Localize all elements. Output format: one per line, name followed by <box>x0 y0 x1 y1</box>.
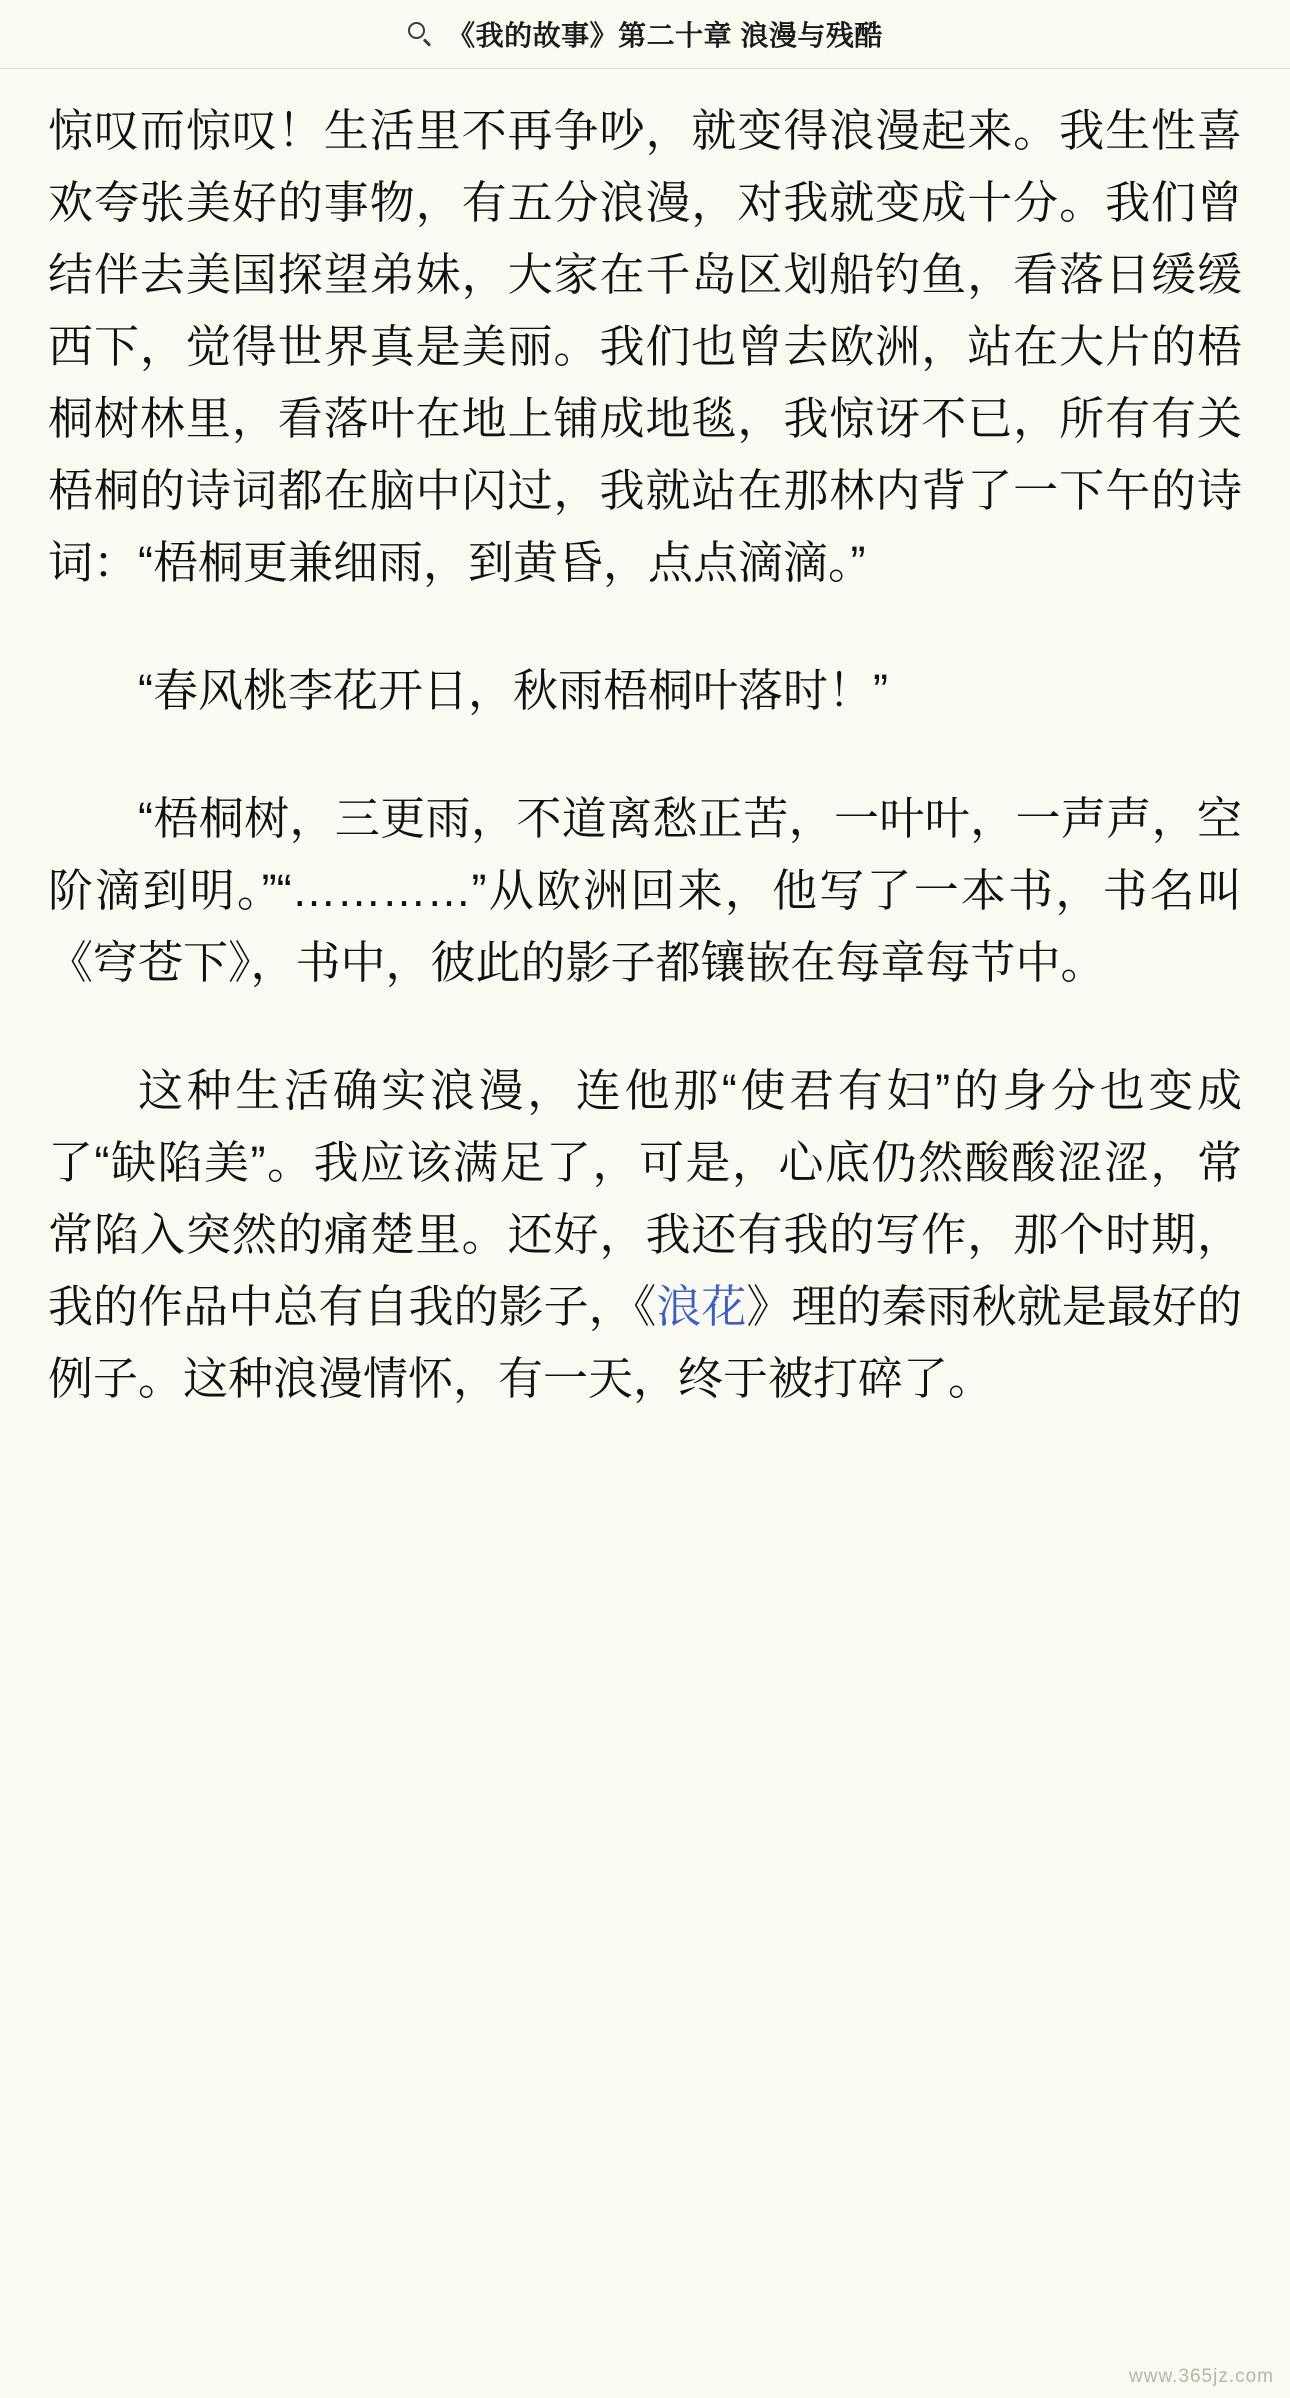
paragraph-text-part2: 》理的秦雨秋就是最好的例子。这种浪漫情怀，有一天，终于被打碎了。 <box>48 1281 1242 1404</box>
page-title: 《我的故事》第二十章 浪漫与残酷 <box>447 20 883 51</box>
paragraph-with-link <box>48 1055 1242 1415</box>
app-header <box>0 0 1290 69</box>
article-body <box>0 69 1290 1415</box>
search-icon[interactable] <box>407 21 433 47</box>
paragraph-text-part1: 这种生活确实浪漫，连他那“使君有妇”的身分也变成了“缺陷美”。我应该满足了，可是，心底仍然酸酸涩涩，常常陷入突然的痛楚里。还好，我还有我的写作，那个时期，我的作品中总有自我的影子，《 <box>48 1065 1242 1332</box>
book-link[interactable]: 浪花 <box>656 1281 747 1332</box>
paragraph: 惊叹而惊叹！生活里不再争吵，就变得浪漫起来。我生性喜欢夸张美好的事物，有五分浪漫，对我就变成十分。我们曾结伴去美国探望弟妹，大家在千岛区划船钓鱼，看落日缓缓西下，觉得世界真是美丽。我们也曾去欧洲，站在大片的梧桐树林里，看落叶在地上铺成地毯，我惊讶不已，所有有关梧桐的诗词都在脑中闪过，我就站在那林内背了一下午的诗词：“梧桐更兼细雨，到黄昏，点点滴滴。” <box>48 105 1242 588</box>
search-icon-ring <box>408 22 425 39</box>
paragraph: “梧桐树，三更雨，不道离愁正苦，一叶叶，一声声，空阶滴到明。”“…………”从欧洲回来，他写了一本书，书名叫《穹苍下》，书中，彼此的影子都镶嵌在每章每节中。 <box>48 793 1242 988</box>
watermark: www.365jz.com <box>1129 2366 1274 2387</box>
search-icon-handle <box>423 38 431 46</box>
paragraph: “春风桃李花开日，秋雨梧桐叶落时！” <box>138 665 888 716</box>
